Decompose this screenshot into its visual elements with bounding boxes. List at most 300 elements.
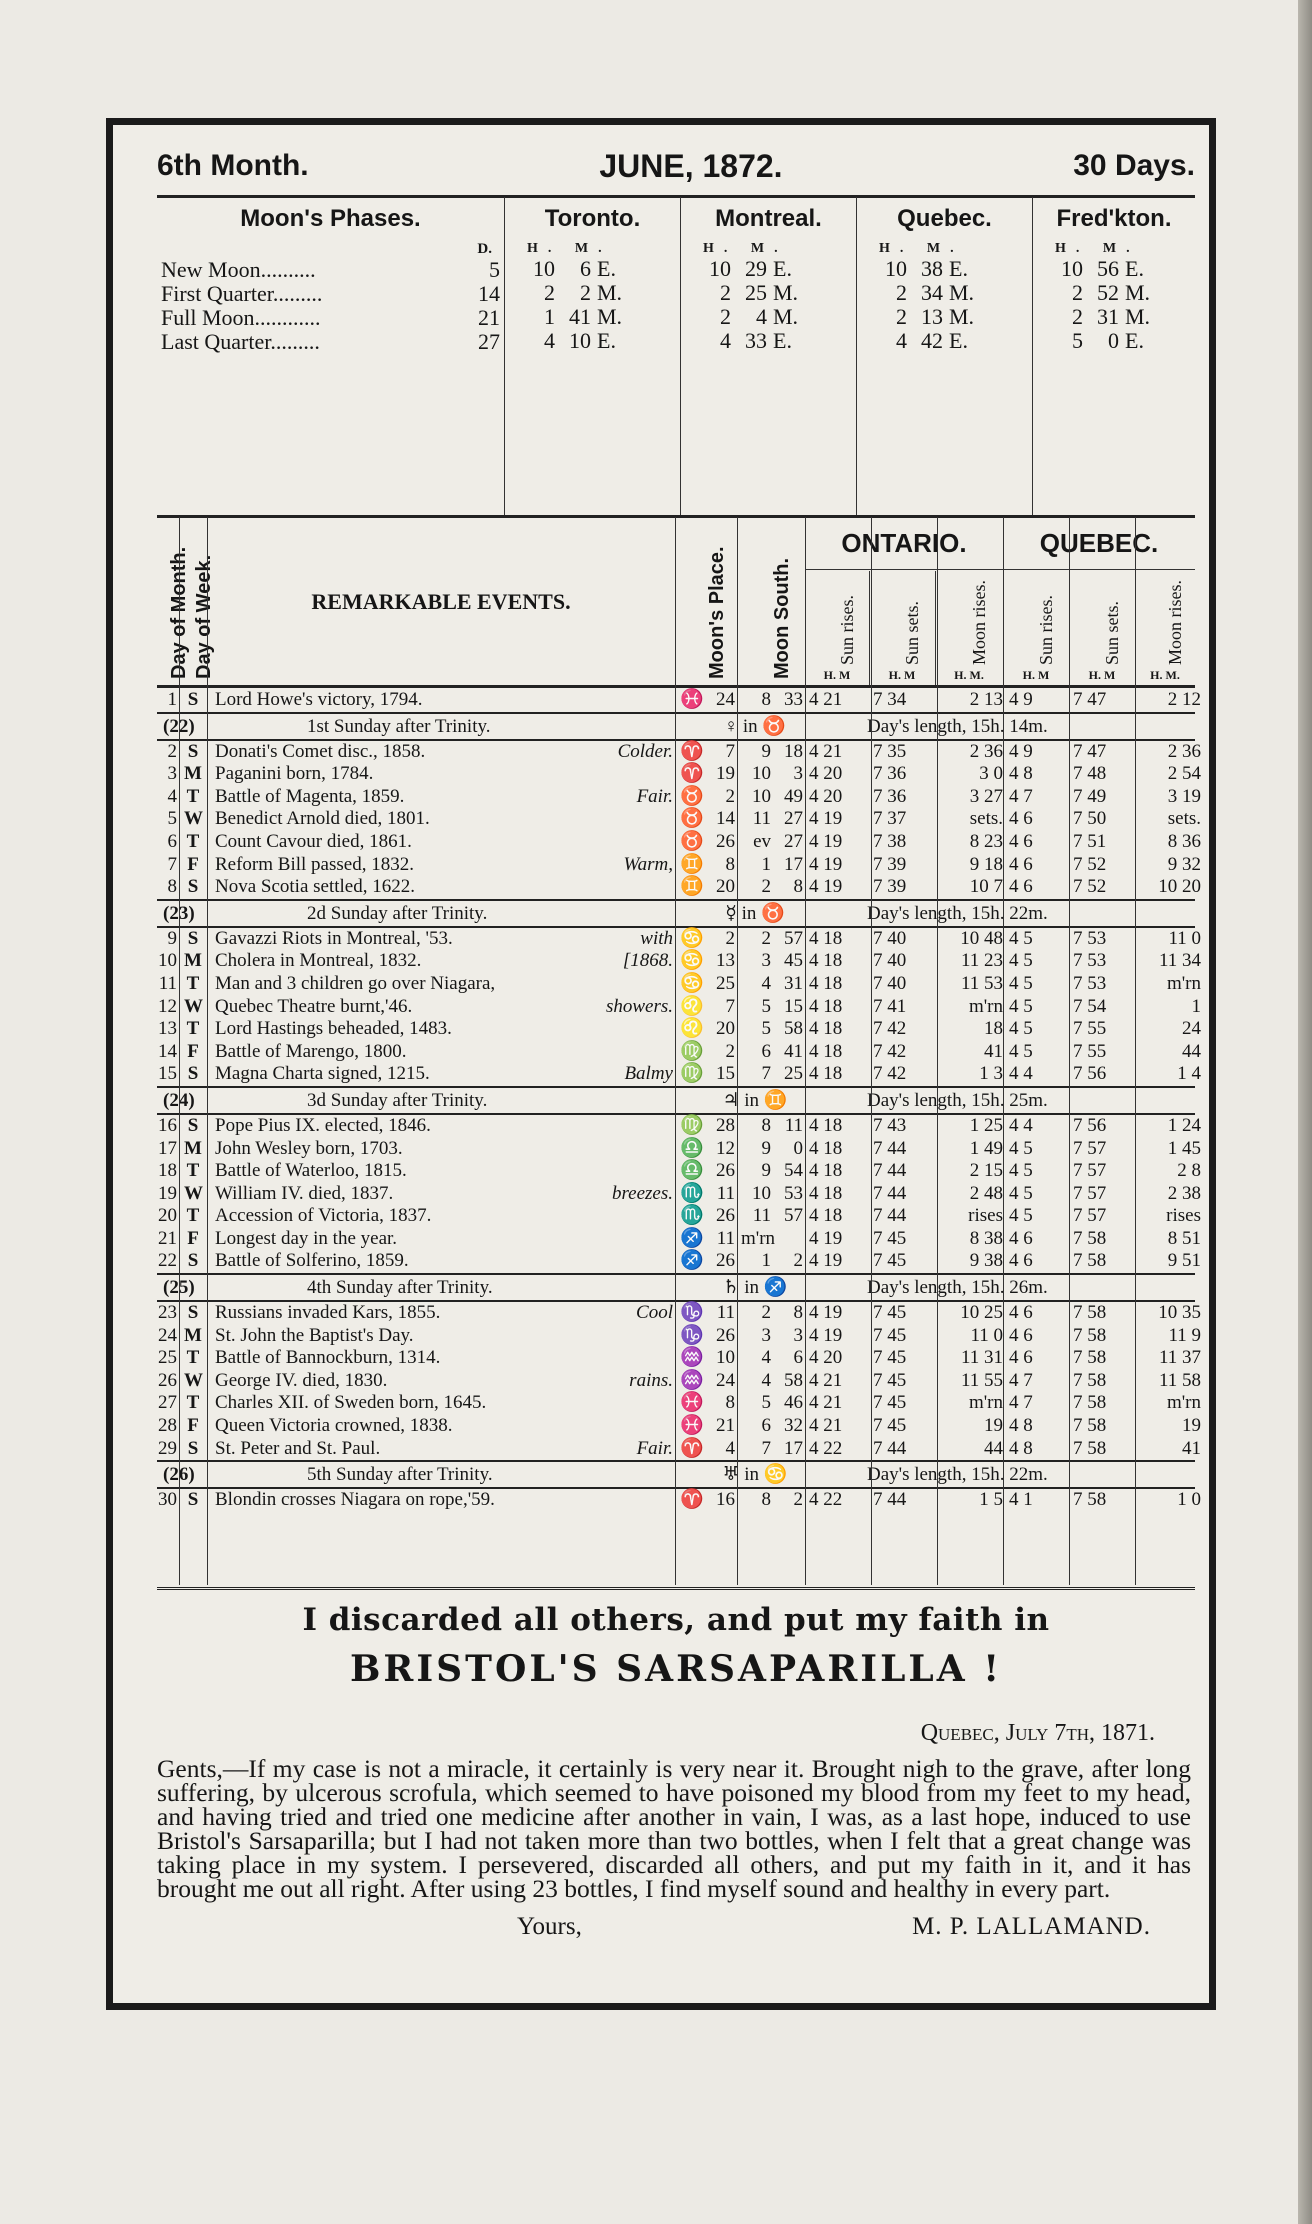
day-row — [157, 995, 1201, 1019]
phase-time-part: 56 — [1097, 256, 1119, 281]
phase-name: Full Moon............ — [161, 305, 321, 330]
event-text: Man and 3 children go over Niagara, — [215, 972, 496, 994]
day-of-month: 30 — [158, 1489, 177, 1511]
day-of-month: 21 — [158, 1227, 177, 1249]
ontario-sunrise: 4 19 — [809, 1302, 843, 1324]
ontario-sunrise: 4 18 — [809, 1063, 843, 1085]
phase-time-part: E. — [597, 328, 616, 353]
sunday-aspect: ♄ in ♐ — [722, 1277, 788, 1299]
phase-time-part: 1 — [544, 304, 555, 329]
phase-names-column — [157, 197, 505, 515]
day-of-month: 7 — [167, 853, 177, 875]
moon-south-minute: 6 — [793, 1347, 803, 1369]
quebec-sunrise: 4 7 — [1009, 785, 1033, 807]
quebec-sunrise: 4 6 — [1009, 1347, 1033, 1369]
ontario-moonrise: 9 18 — [969, 853, 1003, 875]
phase-time-part: 33 — [745, 328, 767, 353]
phase-time-part: 2 — [896, 304, 907, 329]
sunday-title: 4th Sunday after Trinity. — [307, 1277, 493, 1299]
quebec-sunrise: 4 8 — [1009, 763, 1033, 785]
ontario-sunrise: 4 22 — [809, 1489, 843, 1511]
ontario-sunset: 7 45 — [873, 1250, 907, 1272]
quebec-sunset: 7 57 — [1073, 1160, 1107, 1182]
ontario-moonrise: 3 0 — [979, 763, 1003, 785]
quebec-sunrise: 4 5 — [1009, 927, 1033, 949]
quebec-sunrise: 4 5 — [1009, 972, 1033, 994]
moon-south-hour: 2 — [761, 876, 771, 898]
quebec-sunrise: 4 6 — [1009, 1302, 1033, 1324]
quebec-moonrise: 1 4 — [1177, 1063, 1201, 1085]
ontario-sunrise: 4 19 — [809, 830, 843, 852]
phase-time — [857, 257, 1032, 281]
ontario-sunrise: 4 22 — [809, 1437, 843, 1459]
moon-south-hour: 11 — [752, 1205, 771, 1227]
weather-note: Fair. — [636, 785, 673, 807]
moon-degree: 26 — [716, 1250, 735, 1272]
sunday-aspect: ♃ in ♊ — [722, 1089, 788, 1111]
ontario-sunset: 7 40 — [873, 927, 907, 949]
event-text: Quebec Theatre burnt,'46. — [215, 995, 413, 1017]
phase-time — [1033, 281, 1195, 305]
quebec-moonrise: 1 — [1191, 995, 1201, 1017]
ontario-moonrise: 2 13 — [969, 689, 1003, 710]
quebec-moonrise: 1 0 — [1177, 1489, 1201, 1511]
quebec-moonrise: 2 36 — [1167, 740, 1201, 762]
moon-south-hour: 9 — [761, 740, 771, 762]
quebec-sunset: 7 54 — [1073, 995, 1107, 1017]
ontario-sunrise: 4 21 — [809, 1369, 843, 1391]
day-row — [157, 1347, 1201, 1370]
sunday-aspect: ♀ in ♉ — [723, 715, 787, 737]
day-length: Day's length, 15h. 26m. — [867, 1277, 1048, 1299]
sunday-number: (24) — [163, 1089, 195, 1111]
quebec-sunrise: 4 8 — [1009, 1415, 1033, 1437]
day-row — [157, 1205, 1201, 1228]
moon-sign: ♎ — [680, 1137, 704, 1159]
moon-sign: ♒ — [680, 1347, 704, 1369]
phase-time — [681, 281, 856, 305]
event-text: Battle of Marengo, 1800. — [215, 1040, 407, 1062]
quebec-sunrise: 4 9 — [1009, 689, 1033, 710]
phase-time-part: 2 — [580, 280, 591, 305]
phase-row — [157, 258, 504, 282]
moon-sign: ♑ — [680, 1324, 704, 1346]
moon-south-minute: 18 — [784, 740, 803, 762]
ontario-sunset: 7 43 — [873, 1114, 907, 1136]
sunday-row — [157, 712, 1195, 741]
days-count: 30 Days. — [1073, 149, 1195, 182]
moon-south-minute: 8 — [793, 1302, 803, 1324]
ontario-moonrise: 1 25 — [969, 1114, 1003, 1136]
quebec-moonrise: 24 — [1182, 1018, 1201, 1040]
event-text: Accession of Victoria, 1837. — [215, 1205, 432, 1227]
sunday-number: (26) — [163, 1464, 195, 1486]
quebec-moonrise: 19 — [1182, 1415, 1201, 1437]
moon-degree: 26 — [716, 1324, 735, 1346]
day-of-month: 19 — [158, 1182, 177, 1204]
day-of-week: F — [187, 1227, 199, 1249]
day-of-week: T — [186, 830, 200, 852]
quebec-sunrise: 4 5 — [1009, 1182, 1033, 1204]
phase-time-part: M. — [949, 304, 975, 329]
ontario-sunrise: 4 21 — [809, 1415, 843, 1437]
quebec-sunset: 7 53 — [1073, 927, 1107, 949]
phase-time — [857, 305, 1032, 329]
quebec-sunset: 7 49 — [1073, 785, 1107, 807]
sunday-row — [157, 1086, 1195, 1115]
column-rule — [1069, 517, 1070, 1585]
moon-sign: ♈ — [680, 1489, 704, 1511]
ontario-sunrise: 4 21 — [809, 740, 843, 762]
ontario-sunrise: 4 18 — [809, 1182, 843, 1204]
phase-time-part: M. — [597, 280, 623, 305]
day-of-week: T — [186, 1205, 200, 1227]
phase-time-part: M. — [773, 280, 799, 305]
quebec-moonrise: 11 34 — [1158, 950, 1201, 972]
moon-south-minute: 17 — [784, 1437, 803, 1459]
ontario-moonrise: 2 15 — [969, 1160, 1003, 1182]
weather-note: with — [640, 927, 673, 949]
ontario-sunrise: 4 18 — [809, 1018, 843, 1040]
ontario-moonrise: 11 31 — [960, 1347, 1003, 1369]
ad-signoff — [157, 1913, 1195, 1941]
day-of-week: T — [186, 1347, 200, 1369]
phase-row — [157, 282, 504, 306]
day-of-month: 18 — [158, 1160, 177, 1182]
day-of-week: F — [187, 1040, 199, 1062]
column-rule — [805, 517, 806, 1585]
day-row — [157, 1392, 1201, 1415]
quebec-moonrise: 9 32 — [1167, 853, 1201, 875]
day-of-month: 10 — [158, 950, 177, 972]
day-row — [157, 808, 1201, 831]
almanac-frame — [106, 118, 1216, 2010]
moon-degree: 15 — [716, 1063, 735, 1085]
day-row — [157, 1369, 1201, 1393]
sunday-title: 2d Sunday after Trinity. — [307, 902, 488, 924]
quebec-sunset: 7 57 — [1073, 1137, 1107, 1159]
day-row — [157, 1489, 1201, 1512]
events-header: REMARKABLE EVENTS. — [207, 517, 676, 685]
event-text: Gavazzi Riots in Montreal, '53. — [215, 927, 453, 949]
phase-time-part: 42 — [921, 328, 943, 353]
phase-time — [1033, 329, 1195, 353]
quebec-moonrise: 44 — [1182, 1040, 1201, 1062]
day-of-month: 2 — [167, 740, 177, 762]
moon-south-minute: 58 — [784, 1369, 803, 1391]
day-of-month: 27 — [158, 1392, 177, 1414]
phase-time-part: 6 — [580, 256, 591, 281]
day-length: Day's length, 15h. 22m. — [867, 902, 1048, 924]
moon-degree: 20 — [716, 1018, 735, 1040]
day-of-week: S — [187, 927, 199, 949]
ontario-sunset: 7 35 — [873, 740, 907, 762]
moon-south-minute: 27 — [784, 808, 803, 830]
ontario-sunset: 7 36 — [873, 763, 907, 785]
phase-time-part: 2 — [720, 280, 731, 305]
event-text: William IV. died, 1837. — [215, 1182, 394, 1204]
ontario-sunrise: 4 18 — [809, 1205, 843, 1227]
quebec-moonrise: 2 12 — [1167, 689, 1201, 710]
moon-south-hour: 6 — [761, 1415, 771, 1437]
quebec-sunset: 7 58 — [1073, 1324, 1107, 1346]
phase-time-part: 10 — [533, 256, 555, 281]
ontario-moonrise: 3 27 — [969, 785, 1003, 807]
ontario-sunset: 7 44 — [873, 1437, 907, 1459]
moon-sign: ♎ — [680, 1160, 704, 1182]
ontario-moonrise: 8 23 — [969, 830, 1003, 852]
moon-south-minute: 3 — [793, 1324, 803, 1346]
day-row — [157, 1250, 1201, 1273]
moon-degree: 7 — [725, 740, 735, 762]
quebec-sunrise: 4 5 — [1009, 1018, 1033, 1040]
quebec-moonrise: 2 54 — [1167, 763, 1201, 785]
quebec-sunset: 7 56 — [1073, 1114, 1107, 1136]
phase-time-part: E. — [949, 256, 968, 281]
quebec-moonrise: 3 19 — [1167, 785, 1201, 807]
sunday-aspect: ☿ in ♉ — [725, 902, 785, 924]
day-of-month: 13 — [158, 1018, 177, 1040]
day-of-month: 17 — [158, 1137, 177, 1159]
event-text: Charles XII. of Sweden born, 1645. — [215, 1392, 487, 1414]
day-row — [157, 1227, 1201, 1251]
moon-south-minute: 0 — [793, 1137, 803, 1159]
ontario-sunset: 7 40 — [873, 972, 907, 994]
day-row — [157, 785, 1201, 809]
phase-time-part: E. — [1125, 256, 1144, 281]
moon-south-minute: 46 — [784, 1392, 803, 1414]
phase-time-part: M. — [949, 280, 975, 305]
moon-south-minute: 27 — [784, 830, 803, 852]
quebec-sunrise: 4 7 — [1009, 1369, 1033, 1391]
quebec-sunrise: 4 5 — [1009, 995, 1033, 1017]
moon-degree: 20 — [716, 876, 735, 898]
ontario-sunrise: 4 20 — [809, 763, 843, 785]
ad-testimonial: Gents,—If my case is not a miracle, it certainly is very near it. Brought nigh to the grave, after long suffering, by ulcerous scrofula, which seemed to have poisoned my blood from my feet to my head, and having tried and tried one medicine after another in vain, I was, as a last hope, induced to use Bristol's Sarsaparilla; but I had not taken more than two bottles, when I felt that a great change was taking place in my system. I persevered, discarded all others, and put my faith in it, and it has brought me out all right. After using 23 bottles, I find myself sound and healthy in every part. — [157, 1754, 1191, 1903]
phase-time-part: 4 — [896, 328, 907, 353]
ontario-moonrise: m'rn — [968, 1392, 1003, 1414]
ontario-sunset: 7 37 — [873, 808, 907, 830]
quebec-moonrise: 11 9 — [1168, 1324, 1201, 1346]
phase-day: 27 — [478, 329, 500, 354]
day-length: Day's length, 15h. 22m. — [867, 1464, 1048, 1486]
weather-note: showers. — [605, 995, 673, 1017]
moon-south-minute: 57 — [784, 927, 803, 949]
sunday-row — [157, 899, 1195, 928]
quebec-sunset: 7 55 — [1073, 1018, 1107, 1040]
moon-south-minute: 58 — [784, 1018, 803, 1040]
moon-south-hour: 10 — [752, 1182, 771, 1204]
ontario-sunset: 7 39 — [873, 876, 907, 898]
phase-day-header: D. — [477, 241, 492, 257]
hm-label: H. M. — [879, 241, 964, 256]
ontario-sunset: 7 36 — [873, 785, 907, 807]
day-of-week: S — [187, 740, 199, 762]
ontario-sunrise: 4 18 — [809, 1160, 843, 1182]
quebec-sunrise: 4 5 — [1009, 1160, 1033, 1182]
day-length: Day's length, 15h. 25m. — [867, 1089, 1048, 1111]
weather-note: [1868. — [622, 950, 673, 972]
moon-south-hour: 8 — [761, 1489, 771, 1511]
moon-sign: ♓ — [680, 1415, 704, 1437]
moon-degree: 8 — [725, 1392, 735, 1414]
moon-south-hour: m'rn — [741, 1227, 776, 1249]
moon-south-minute: 54 — [784, 1160, 803, 1182]
ontario-moonrise: 1 5 — [979, 1489, 1003, 1511]
moon-south-minute: 17 — [784, 853, 803, 875]
moon-south-hour: 9 — [761, 1137, 771, 1159]
moon-sign: ♈ — [680, 740, 704, 762]
calendar-rows — [157, 689, 1201, 1512]
city-name: Montreal. — [715, 205, 822, 232]
moon-degree: 4 — [725, 1437, 735, 1459]
day-of-month: 23 — [158, 1302, 177, 1324]
moon-sign: ♊ — [680, 853, 704, 875]
weather-note: Warm, — [623, 853, 673, 875]
day-of-month: 29 — [158, 1437, 177, 1459]
moon-south-header: Moon South. — [737, 517, 806, 685]
ontario-sunset: 7 45 — [873, 1324, 907, 1346]
phase-name: Last Quarter......... — [161, 329, 320, 354]
moon-sign: ♋ — [680, 927, 704, 949]
ontario-moonrise: sets. — [969, 808, 1003, 830]
ontario-sunset: 7 45 — [873, 1369, 907, 1391]
moon-south-hour: ev — [753, 830, 771, 852]
quebec-sunset: 7 58 — [1073, 1302, 1107, 1324]
day-of-month: 26 — [158, 1369, 177, 1391]
moon-south-hour: 8 — [761, 1114, 771, 1136]
day-row — [157, 1302, 1201, 1325]
moon-degree: 26 — [716, 1160, 735, 1182]
event-text: Reform Bill passed, 1832. — [215, 853, 414, 875]
ontario-moonrise: 2 48 — [969, 1182, 1003, 1204]
moon-sign: ♐ — [680, 1227, 704, 1249]
event-text: Russians invaded Kars, 1855. — [215, 1302, 441, 1324]
phase-time-part: E. — [1125, 328, 1144, 353]
event-text: Blondin crosses Niagara on rope,'59. — [215, 1489, 495, 1511]
phase-time-part: M. — [1125, 304, 1151, 329]
phase-time-part: 2 — [1072, 280, 1083, 305]
quebec-sunrise: 4 7 — [1009, 1392, 1033, 1414]
day-of-month: 14 — [158, 1040, 177, 1062]
ontario-sunrise: 4 21 — [809, 689, 843, 710]
quebec-sunset: 7 58 — [1073, 1369, 1107, 1391]
quebec-sunset: 7 55 — [1073, 1040, 1107, 1062]
phase-time — [681, 305, 856, 329]
ontario-header: ONTARIO. Sun rises. H. M Sun sets. H. M Moon rises. H. M. — [805, 517, 1004, 685]
month-title: JUNE, 1872. — [599, 147, 783, 184]
ad-headline: I discarded all others, and put my faith in — [302, 1602, 1050, 1638]
quebec-sunrise: 4 1 — [1009, 1489, 1033, 1511]
quebec-moonrise: 10 35 — [1158, 1302, 1201, 1324]
quebec-sunset: 7 58 — [1073, 1250, 1107, 1272]
quebec-sunrise: 4 5 — [1009, 1137, 1033, 1159]
city-name: Toronto. — [544, 205, 641, 232]
day-of-week: T — [186, 1018, 200, 1040]
moon-sign: ♊ — [680, 876, 704, 898]
quebec-sunset: 7 47 — [1073, 740, 1107, 762]
quebec-sunrise: 4 8 — [1009, 1437, 1033, 1459]
weather-note: breezes. — [611, 1182, 673, 1204]
weather-note: Cool — [636, 1302, 673, 1324]
ontario-sunset: 7 45 — [873, 1392, 907, 1414]
day-of-month: 22 — [158, 1250, 177, 1272]
phase-time-part: 10 — [569, 328, 591, 353]
quebec-moonrise: 11 58 — [1158, 1369, 1201, 1391]
event-text: Battle of Solferino, 1859. — [215, 1250, 409, 1272]
sunday-aspect: ♅ in ♋ — [722, 1464, 788, 1486]
moon-south-hour: 4 — [761, 1347, 771, 1369]
weather-note: Fair. — [636, 1437, 673, 1459]
phase-time — [505, 329, 680, 353]
moon-south-minute: 33 — [784, 689, 803, 710]
ad-signature: M. P. LALLAMAND. — [912, 1913, 1151, 1940]
moon-south-minute: 3 — [793, 763, 803, 785]
day-row — [157, 927, 1201, 951]
phase-time-part: 2 — [720, 304, 731, 329]
event-text: Count Cavour died, 1861. — [215, 830, 412, 852]
ontario-sunset: 7 42 — [873, 1040, 907, 1062]
phase-time-part: M. — [597, 304, 623, 329]
day-of-week-header: Day of Week. — [179, 517, 208, 685]
city-name: Quebec. — [897, 205, 992, 232]
ontario-moonrise: 10 48 — [960, 927, 1003, 949]
ontario-sunrise: 4 18 — [809, 1040, 843, 1062]
phase-time — [505, 305, 680, 329]
day-row — [157, 1182, 1201, 1206]
day-of-month: 3 — [167, 763, 177, 785]
advertisement — [157, 1587, 1195, 1941]
moon-degree: 28 — [716, 1114, 735, 1136]
moon-south-minute: 2 — [793, 1489, 803, 1511]
phase-day: 5 — [489, 257, 500, 282]
phase-time — [681, 257, 856, 281]
day-row — [157, 853, 1201, 877]
moon-degree: 2 — [725, 927, 735, 949]
day-of-week: W — [184, 1182, 203, 1204]
moon-south-hour: 11 — [752, 808, 771, 830]
ontario-sunset: 7 41 — [873, 995, 907, 1017]
moon-degree: 24 — [716, 689, 735, 710]
weather-note: Balmy — [624, 1063, 673, 1085]
moon-south-minute: 57 — [784, 1205, 803, 1227]
phase-name: New Moon.......... — [161, 257, 316, 282]
sunday-row — [157, 1273, 1195, 1302]
day-of-week: W — [184, 808, 203, 830]
moon-degree: 26 — [716, 1205, 735, 1227]
phase-time-part: 4 — [756, 304, 767, 329]
quebec-moonrise: 10 20 — [1158, 876, 1201, 898]
day-of-week: M — [184, 950, 202, 972]
moon-south-minute: 53 — [784, 1182, 803, 1204]
page-edge — [1298, 0, 1312, 2224]
phase-time — [1033, 305, 1195, 329]
quebec-sunset: 7 58 — [1073, 1392, 1107, 1414]
weather-note: Colder. — [617, 740, 673, 762]
quebec-sunrise: 4 5 — [1009, 1040, 1033, 1062]
column-rule — [207, 517, 208, 1585]
ontario-sunrise: 4 19 — [809, 876, 843, 898]
moon-sign: ♋ — [680, 950, 704, 972]
moon-sign: ♓ — [680, 1392, 704, 1414]
hm-label: H. M. — [703, 241, 788, 256]
moon-degree: 2 — [725, 1040, 735, 1062]
ontario-moonrise: 1 3 — [979, 1063, 1003, 1085]
day-row — [157, 830, 1201, 854]
day-of-week: S — [187, 1302, 199, 1324]
column-header — [157, 517, 1195, 688]
city-fredericton — [1033, 197, 1195, 515]
